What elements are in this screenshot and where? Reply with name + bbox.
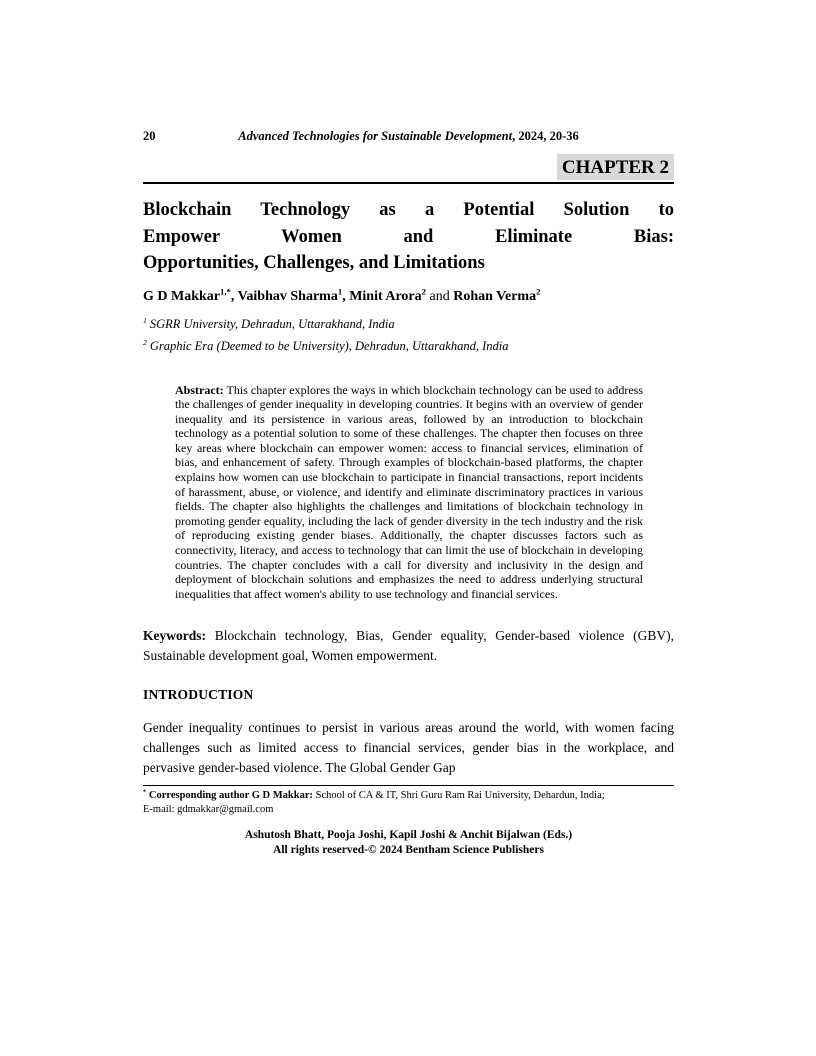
editors-line: Ashutosh Bhatt, Pooja Joshi, Kapil Joshi & Anchit Bijalwan (Eds.) xyxy=(244,829,573,842)
author-name: G D Makkar xyxy=(143,288,220,304)
running-title-issue: , 2024, 20-36 xyxy=(512,129,579,143)
affiliation-1 xyxy=(143,313,674,335)
chapter-badge-row xyxy=(143,154,674,184)
author-affil-marker: 1 xyxy=(337,285,343,296)
abstract-label: Abstract: xyxy=(175,382,224,397)
introduction-heading: INTRODUCTION xyxy=(143,687,254,703)
footnote-asterisk: * xyxy=(143,788,147,796)
footnote-bold-label: Corresponding author G D Makkar: xyxy=(146,790,314,802)
author-separator: , xyxy=(342,288,350,304)
chapter-title-line-1: Blockchain Technology as a Potential Solution to xyxy=(143,200,674,220)
abstract xyxy=(175,383,643,602)
chapter-title xyxy=(143,197,674,277)
running-title xyxy=(143,129,674,144)
page-content xyxy=(143,129,674,858)
footnote-line-1 xyxy=(143,789,674,803)
keywords-text: Blockchain technology, Bias, Gender equality, Gender-based violence (GBV), Sustainable development goal, Women empowerment. xyxy=(143,628,674,664)
keywords xyxy=(143,626,674,666)
keywords-label: Keywords: xyxy=(143,628,206,644)
rights-line: All rights reserved-© 2024 Bentham Science Publishers xyxy=(273,844,544,857)
running-head xyxy=(143,129,674,146)
introduction-paragraph: Gender inequality continues to persist in various areas around the world, with women facing challenges such as limited access to financial services, gender bias in the workplace, and pervasive gender-based violence. The Global Gender Gap xyxy=(143,720,674,776)
book-footer xyxy=(143,828,674,858)
author-affil-marker: 2 xyxy=(536,285,541,296)
page-number: 20 xyxy=(143,129,156,143)
affiliation-2 xyxy=(143,335,674,357)
author-separator: and xyxy=(426,288,454,304)
affiliation-marker: 1 xyxy=(143,315,147,325)
chapter-title-line-3: Opportunities, Challenges, and Limitations xyxy=(143,253,485,273)
author-name: Vaibhav Sharma xyxy=(237,288,338,304)
affiliation-text: Graphic Era (Deemed to be University), Dehradun, Uttarakhand, India xyxy=(149,338,509,353)
affiliation-text: SGRR University, Dehradun, Uttarakhand, India xyxy=(149,316,395,331)
author-name: Rohan Verma xyxy=(453,288,537,304)
author-separator: , xyxy=(230,288,238,304)
chapter-title-line-2: Empower Women and Eliminate Bias: xyxy=(143,226,674,247)
chapter-badge: CHAPTER 2 xyxy=(557,154,674,180)
footnote-email-line: E-mail: gdmakkar@gmail.com xyxy=(143,803,274,815)
author-affil-marker: 1,* xyxy=(220,285,231,296)
footnote-text: School of CA & IT, Shri Guru Ram Rai University, Dehardun, India; xyxy=(313,790,605,802)
author-name: Minit Arora xyxy=(349,288,422,304)
abstract-text: This chapter explores the ways in which blockchain technology can be used to address the challenges of gender inequality in developing countries. It begins with an overview of gender inequality and its persistence in various areas, followed by an introduction to blockchain technology as a potential solution to some of these challenges. The chapter then focuses on three key areas where blockchain can empower women: access to financial services, elimination of bias, and enhancement of safety. Through examples of blockchain-based platforms, the chapter explains how women can use blockchain to participate in financial transactions, report incidents of harassment, abuse, or violence, and identify and eliminate discriminatory practices in various fields. The chapter also highlights the challenges and limitations of blockchain technology in promoting gender equality, including the lack of gender diversity in the tech industry and the risk of reproducing existing gender biases. Additionally, the chapter discusses factors such as connectivity, literacy, and access to technology that can limit the use of blockchain in developing countries. The chapter concludes with a call for diversity and inclusivity in the design and deployment of blockchain solutions and emphasizes the need to address underlying structural inequalities that affect women's ability to use technology and financial services. xyxy=(175,382,643,601)
affiliations xyxy=(143,313,674,357)
authors-line xyxy=(143,285,674,306)
affiliation-marker: 2 xyxy=(143,337,147,347)
corresponding-author-footnote xyxy=(143,785,674,816)
running-title-journal: Advanced Technologies for Sustainable Development xyxy=(238,129,513,143)
author-affil-marker: 2 xyxy=(421,285,426,296)
